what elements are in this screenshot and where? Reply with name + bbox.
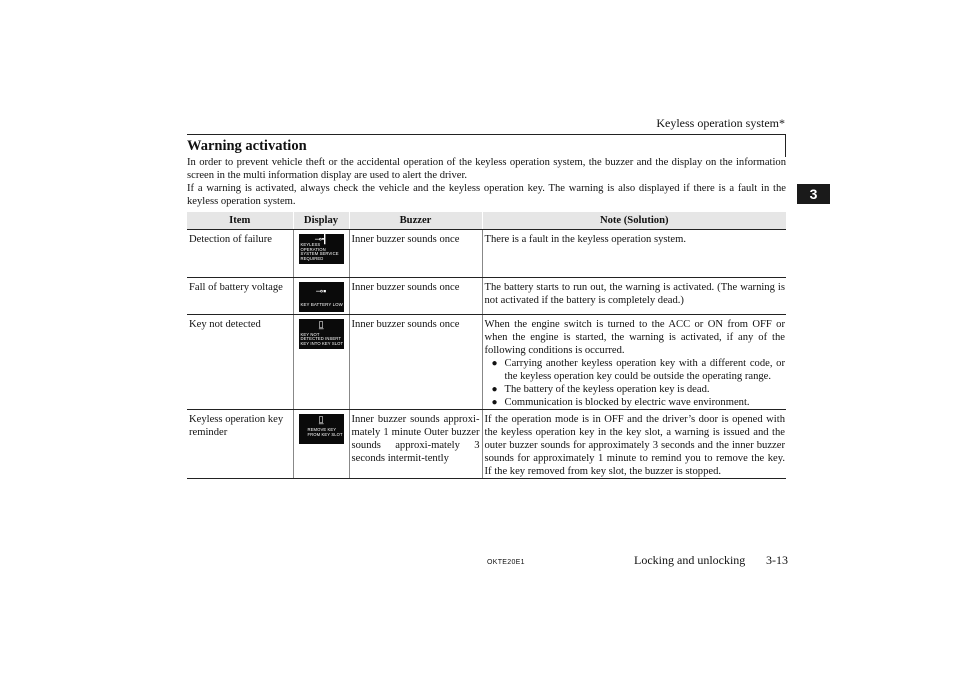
note-text: There is a fault in the keyless operation system. bbox=[484, 233, 687, 245]
col-header-buzzer: Buzzer bbox=[349, 212, 482, 229]
cell-buzzer: Inner buzzer sounds once bbox=[349, 277, 482, 314]
intro-paragraph: If a warning is activated, always check the vehicle and the keyless operation key. The warning is also displayed if there is a fault in the keyless operation system. bbox=[187, 183, 786, 207]
cell-item: Detection of failure bbox=[187, 229, 293, 277]
display-screen bbox=[299, 234, 344, 264]
key-fob-icon: ▯̲ bbox=[318, 413, 324, 424]
col-header-note: Note (Solution) bbox=[482, 212, 786, 229]
list-item: ● The battery of the keyless operation key is dead. bbox=[491, 383, 786, 396]
cell-display bbox=[293, 229, 349, 277]
cell-note bbox=[482, 314, 786, 409]
table-row bbox=[187, 314, 786, 409]
note-text: If the operation mode is in OFF and the driver’s door is opened with the keyless operation key in the key slot, a warning is issued and the outer buzzer sounds for approximately 3 seconds and the inner buzzer sounds for approximately 1 minute to remind you to remove the key. If the key removed from key slot, the buzzer is stopped. bbox=[484, 413, 785, 477]
intro-paragraph: In order to prevent vehicle theft or the accidental operation of the keyless operation system, the buzzer and the display on the information screen in the multi information display are used to alert the driver. bbox=[187, 157, 786, 181]
footer-section: Locking and unlocking bbox=[634, 553, 746, 567]
key-fault-icon: ⊸┫ bbox=[314, 233, 328, 244]
note-text: The battery starts to run out, the warning is activated. (The warning is not activated if the battery is completely dead.) bbox=[484, 281, 785, 306]
col-header-item: Item bbox=[187, 212, 293, 229]
table-header-row bbox=[187, 212, 786, 229]
section-header bbox=[187, 134, 786, 157]
key-fob-icon: ▯̲ bbox=[318, 318, 324, 329]
chapter-tab: 3 bbox=[797, 184, 830, 204]
running-header: Keyless operation system* bbox=[656, 116, 785, 130]
display-screen bbox=[299, 319, 344, 349]
table-row bbox=[187, 229, 786, 277]
cell-display bbox=[293, 277, 349, 314]
key-battery-icon: ⊸▪ bbox=[315, 285, 327, 296]
col-header-display: Display bbox=[293, 212, 349, 229]
cell-buzzer: Inner buzzer sounds once bbox=[349, 314, 482, 409]
cell-note bbox=[482, 409, 786, 478]
page-number: 3-13 bbox=[766, 553, 788, 567]
display-text: KEY BATTERY LOW bbox=[300, 301, 343, 307]
cell-note bbox=[482, 229, 786, 277]
section-title: Warning activation bbox=[187, 135, 786, 157]
display-screen bbox=[299, 282, 344, 312]
cell-buzzer: Inner buzzer sounds once bbox=[349, 229, 482, 277]
table-row bbox=[187, 409, 786, 478]
document-code: OKTE20E1 bbox=[487, 559, 525, 566]
cell-item: Keyless operation key reminder bbox=[187, 409, 293, 478]
note-text: When the engine switch is turned to the ACC or ON from OFF or when the engine is started, the warning is activated, if any of the following conditions is occurred. bbox=[484, 318, 785, 356]
cell-display bbox=[293, 409, 349, 478]
cell-note bbox=[482, 277, 786, 314]
cell-buzzer: Inner buzzer sounds approxi-mately 1 minute Outer buzzer sounds approxi-mately 3 seconds intermit-tently bbox=[349, 409, 482, 478]
list-item: ● Carrying another keyless operation key with a different code, or the keyless operation key could be outside the operating range. bbox=[491, 357, 786, 383]
display-text: KEYLESS OPERATION SYSTEM SERVICE REQUIRED bbox=[300, 242, 339, 261]
list-item: ● Communication is blocked by electric wave environment. bbox=[491, 396, 786, 409]
cell-item: Fall of battery voltage bbox=[187, 277, 293, 314]
display-text: REMOVE KEY FROM KEY SLOT bbox=[307, 427, 343, 437]
table-row bbox=[187, 277, 786, 314]
warning-table bbox=[187, 212, 786, 479]
cell-item: Key not detected bbox=[187, 314, 293, 409]
display-text: KEY NOT DETECTED INSERT KEY INTO KEY SLOT bbox=[300, 331, 344, 346]
cell-display bbox=[293, 314, 349, 409]
intro-text bbox=[187, 156, 786, 208]
conditions-list bbox=[491, 357, 786, 409]
display-screen bbox=[299, 414, 344, 444]
